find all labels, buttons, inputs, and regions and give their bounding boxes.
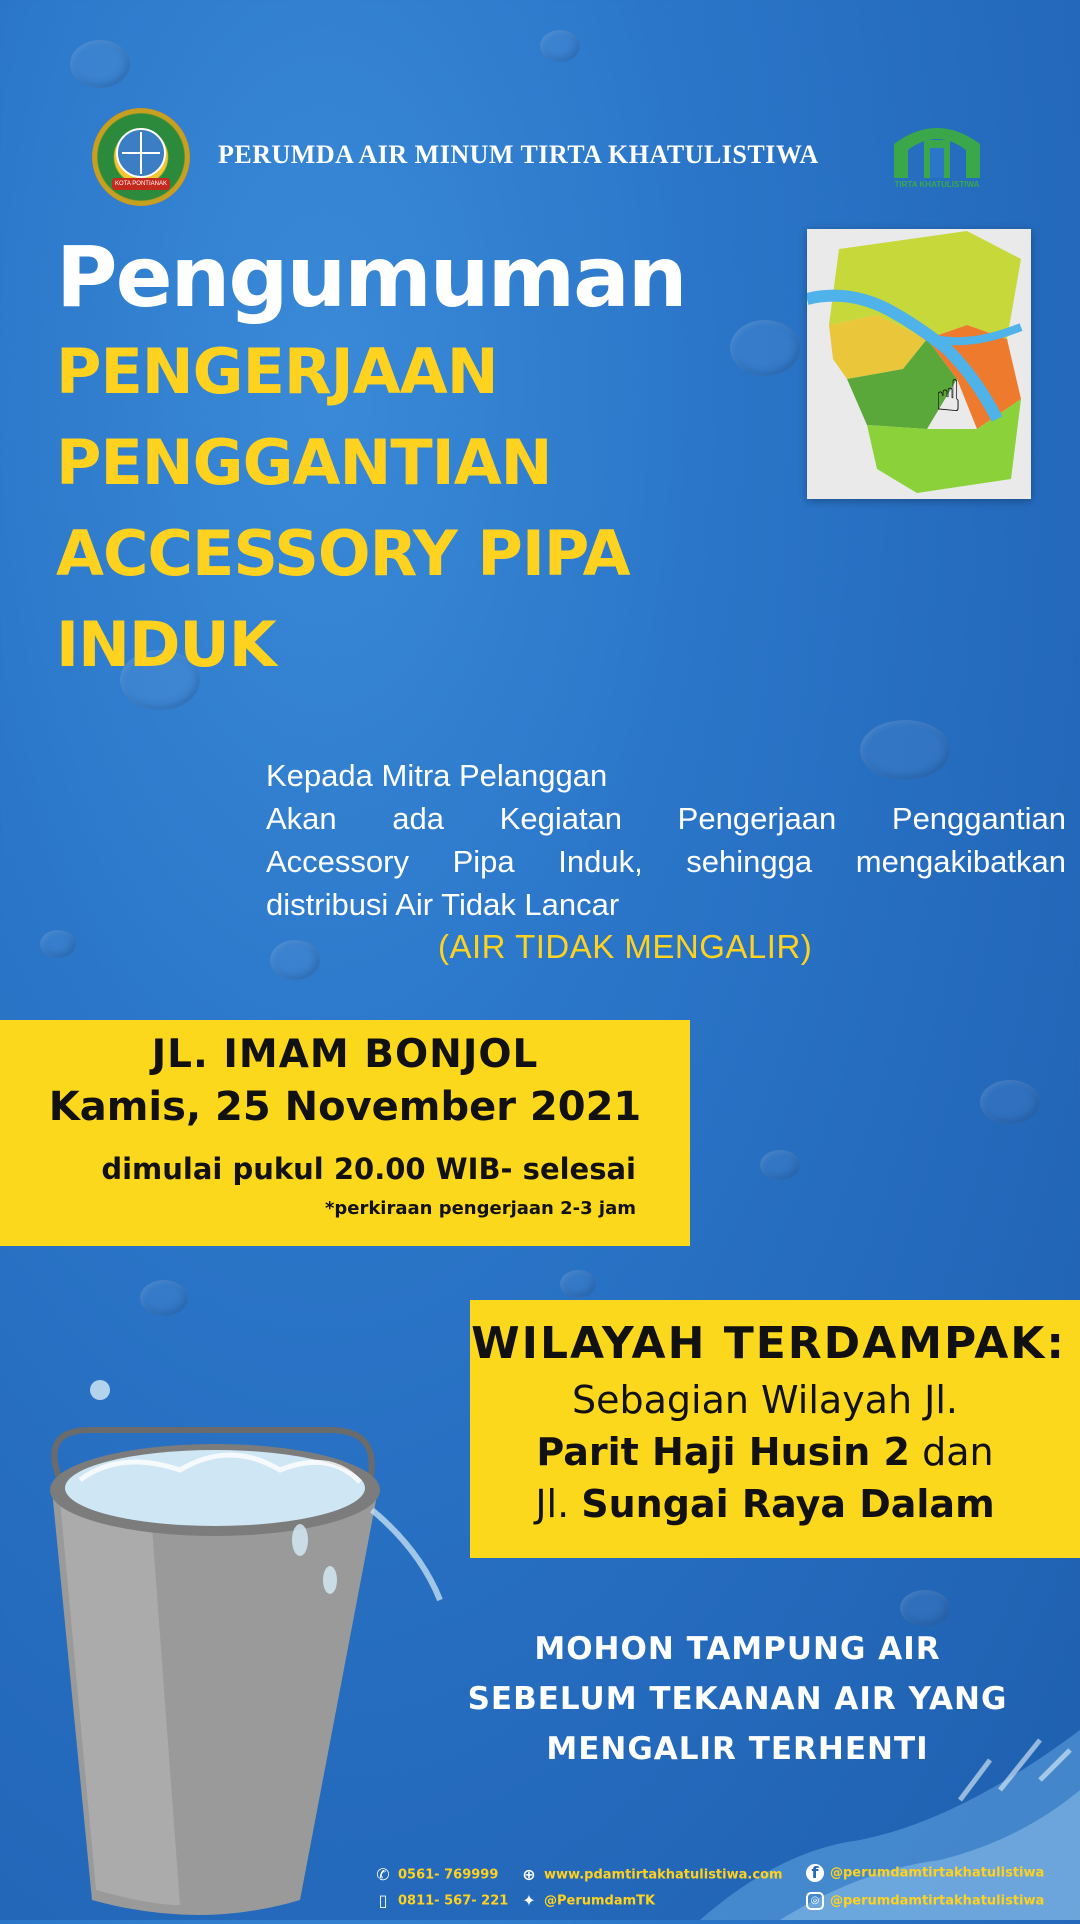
facebook-icon: f <box>806 1864 824 1882</box>
footer-twitter[interactable] <box>520 1892 655 1910</box>
area-map-image <box>807 229 1031 499</box>
intro-text-line: Akan ada Kegiatan Pengerjaan Penggantian <box>266 801 1066 836</box>
intro-message <box>266 754 1066 926</box>
footer-mobile <box>374 1892 508 1910</box>
logo-label: TIRTA KHATULISTIWA <box>894 180 980 189</box>
footer-facebook[interactable] <box>806 1864 1044 1882</box>
company-name: PERUMDA AIR MINUM TIRTA KHATULISTIWA <box>218 140 819 169</box>
subtitle-line: INDUK <box>56 608 276 681</box>
announcement-subtitle <box>56 326 696 690</box>
seal-label: KOTA PONTIANAK <box>112 178 170 190</box>
affected-area-line <box>470 1482 1060 1526</box>
intro-text-line: distribusi Air Tidak Lancar <box>266 887 620 922</box>
area-prefix: Jl. <box>535 1482 582 1526</box>
area-name: Parit Haji Husin 2 <box>536 1430 910 1474</box>
affected-area-title: WILAYAH TERDAMPAK: <box>471 1318 1066 1369</box>
affected-area-line <box>470 1430 1060 1474</box>
subtitle-line: PENGGANTIAN <box>56 426 552 499</box>
hand-pointer-icon: ☝ <box>935 371 962 422</box>
subtitle-line: PENGERJAAN <box>56 335 498 408</box>
instagram-handle[interactable]: @perumdamtirtakhatulistiwa <box>830 1893 1045 1909</box>
work-time: dimulai pukul 20.00 WIB- selesai <box>101 1152 636 1186</box>
plea-line: MOHON TAMPUNG AIR <box>534 1631 941 1667</box>
website-link[interactable]: www.pdamtirtakhatulistiwa.com <box>544 1867 783 1883</box>
globe-icon: ⊕ <box>522 1865 536 1884</box>
no-water-warning: (AIR TIDAK MENGALIR) <box>438 928 813 965</box>
mobile-number: 0811- 567- 221 <box>398 1893 509 1909</box>
intro-text-line: Accessory Pipa Induk, sehingga mengakibatkan <box>266 844 1066 879</box>
duration-note: *perkiraan pengerjaan 2-3 jam <box>324 1198 636 1219</box>
work-date: Kamis, 25 November 2021 <box>48 1084 642 1130</box>
subtitle-line: ACCESSORY PIPA <box>56 517 630 590</box>
facebook-handle[interactable]: @perumdamtirtakhatulistiwa <box>830 1865 1045 1881</box>
pontianak-city-seal-logo <box>92 108 190 206</box>
twitter-handle[interactable]: @PerumdamTK <box>544 1893 656 1909</box>
phone-icon: ✆ <box>376 1865 390 1884</box>
tirta-khatulistiwa-logo <box>888 118 986 190</box>
mobile-icon: ▯ <box>378 1891 388 1910</box>
instagram-icon: ◎ <box>806 1892 824 1910</box>
twitter-icon: ✦ <box>522 1891 536 1910</box>
plea-line: SEBELUM TEKANAN AIR YANG <box>467 1681 1008 1717</box>
phone-number: 0561- 769999 <box>398 1867 499 1883</box>
water-bucket-illustration <box>0 1370 470 1920</box>
area-connector: dan <box>910 1430 994 1474</box>
intro-greeting: Kepada Mitra Pelanggan <box>266 758 608 793</box>
footer-phone <box>374 1866 498 1884</box>
announcement-title: Pengumuman <box>56 228 686 326</box>
footer-instagram[interactable] <box>806 1892 1044 1910</box>
plea-line: MENGALIR TERHENTI <box>546 1731 929 1767</box>
street-name: JL. IMAM BONJOL <box>151 1032 539 1077</box>
affected-area-line: Sebagian Wilayah Jl. <box>572 1378 958 1422</box>
area-name: Sungai Raya Dalam <box>581 1482 995 1526</box>
footer-website[interactable] <box>520 1866 783 1884</box>
